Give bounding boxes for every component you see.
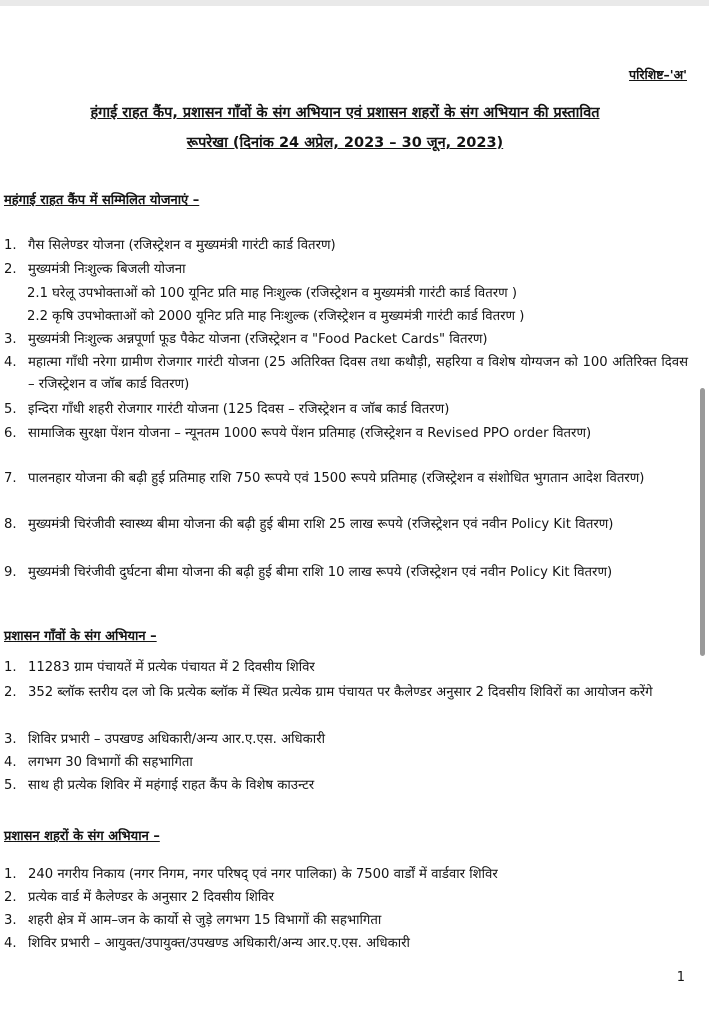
list-item — [4, 775, 688, 797]
list-item — [4, 352, 688, 396]
item-text: मुख्यमंत्री निःशुल्क बिजली योजना — [28, 262, 186, 277]
item-text: शिविर प्रभारी – आयुक्त/उपायुक्त/उपखण्ड अधिकारी/अन्य आर.ए.एस. अधिकारी — [28, 936, 410, 951]
list-item — [4, 514, 688, 536]
list-item — [4, 423, 688, 445]
item-number: 1. — [4, 867, 17, 882]
item-text: 240 नगरीय निकाय (नगर निगम, नगर परिषद् एवं नगर पालिका) के 7500 वार्डों में वार्डवार शिविर — [28, 867, 498, 882]
item-text: प्रत्येक वार्ड में कैलेण्डर के अनुसार 2 दिवसीय शिविर — [28, 890, 275, 905]
section-heading-mehngai-rahat: महंगाई राहत कैंप में सम्मिलित योजनाएं – — [4, 193, 200, 208]
item-text: मुख्यमंत्री चिरंजीवी स्वास्थ्य बीमा योजना की बढ़ी हुई बीमा राशि 25 लाख रूपये (रजिस्ट्रेशन एवं नवीन Policy Kit वितरण) — [28, 517, 614, 532]
item-number: 7. — [4, 471, 17, 486]
page-number: 1 — [676, 970, 685, 985]
item-text: शिविर प्रभारी – उपखण्ड अधिकारी/अन्य आर.ए.एस. अधिकारी — [28, 732, 326, 747]
item-number: 3. — [4, 913, 17, 928]
item-number: 8. — [4, 517, 17, 532]
item-number: 9. — [4, 565, 17, 580]
item-text: मुख्यमंत्री निःशुल्क अन्नपूर्णा फूड पैकेट योजना (रजिस्ट्रेशन व "Food Packet Cards" वितरण) — [28, 332, 488, 347]
item-text: पालनहार योजना की बढ़ी हुई प्रतिमाह राशि 750 रूपये एवं 1500 रूपये प्रतिमाह (रजिस्ट्रेशन व संशोधित भुगतान आदेश वितरण) — [28, 471, 645, 486]
item-number: 4. — [4, 355, 17, 370]
list-item — [4, 468, 688, 490]
item-text: 352 ब्लॉक स्तरीय दल जो कि प्रत्येक ब्लॉक में स्थित प्रत्येक ग्राम पंचायत पर कैलेण्डर अनुसार 2 दिवसीय शिविरों का आयोजन करेंगे — [28, 685, 653, 700]
list-item — [4, 399, 688, 421]
item-text: 11283 ग्राम पंचायतें में प्रत्येक पंचायत में 2 दिवसीय शिविर — [28, 660, 315, 675]
item-number: 2. — [4, 262, 17, 277]
list-item — [4, 329, 688, 351]
list-item — [4, 562, 688, 584]
item-number: 6. — [4, 426, 17, 441]
item-text: साथ ही प्रत्येक शिविर में महंगाई राहत कैंप के विशेष काउन्टर — [28, 778, 315, 793]
section-heading-prashasan-shahar: प्रशासन शहरों के संग अभियान – — [4, 829, 160, 844]
top-bar — [0, 0, 709, 6]
item-text: इन्दिरा गाँधी शहरी रोजगार गारंटी योजना (125 दिवस – रजिस्ट्रेशन व जॉब कार्ड वितरण) — [28, 402, 450, 417]
list-item — [4, 752, 688, 774]
scrollbar[interactable] — [700, 388, 705, 656]
annexure-label: परिशिष्ट–'अ' — [629, 67, 687, 82]
page-title-line-1: हंगाई राहत कैंप, प्रशासन गाँवों के संग अभियान एवं प्रशासन शहरों के संग अभियान की प्रस्तावित — [90, 105, 600, 121]
item-number: 2. — [4, 890, 17, 905]
item-text: लगभग 30 विभागों की सहभागिता — [28, 755, 193, 770]
list-item — [4, 864, 688, 886]
list-item — [4, 910, 688, 932]
item-number: 5. — [4, 402, 17, 417]
list-item — [4, 682, 688, 704]
page-title-line-2: रूपरेखा (दिनांक 24 अप्रेल, 2023 – 30 जून, 2023) — [186, 135, 504, 151]
sub-item: 2.1 घरेलू उपभोक्ताओं को 100 यूनिट प्रति माह निःशुल्क (रजिस्ट्रेशन व मुख्यमंत्री गारंटी कार्ड वितरण ) — [27, 286, 517, 301]
list-item — [4, 235, 688, 257]
item-number: 5. — [4, 778, 17, 793]
item-text: महात्मा गाँधी नरेगा ग्रामीण रोजगार गारंटी योजना (25 अतिरिक्त दिवस तथा कथौड़ी, सहरिया व विशेष योग्यजन को 100 अतिरिक्त दिवस – रजिस्ट्रेशन व जॉब कार्ड वितरण) — [28, 355, 688, 392]
list-item — [4, 729, 688, 751]
list-item — [4, 933, 688, 955]
item-number: 4. — [4, 755, 17, 770]
item-text: मुख्यमंत्री चिरंजीवी दुर्घटना बीमा योजना की बढ़ी हुई बीमा राशि 10 लाख रूपये (रजिस्ट्रेशन एवं नवीन Policy Kit वितरण) — [28, 565, 613, 580]
item-number: 3. — [4, 732, 17, 747]
item-number: 4. — [4, 936, 17, 951]
sub-item: 2.2 कृषि उपभोक्ताओं को 2000 यूनिट प्रति माह निःशुल्क (रजिस्ट्रेशन व मुख्यमंत्री गारंटी कार्ड वितरण ) — [27, 309, 525, 324]
item-number: 3. — [4, 332, 17, 347]
list-item — [4, 657, 688, 679]
section-heading-prashasan-gaon: प्रशासन गाँवों के संग अभियान – — [4, 629, 157, 644]
item-text: शहरी क्षेत्र में आम–जन के कार्यो से जुड़े लगभग 15 विभागों की सहभागिता — [28, 913, 382, 928]
list-item — [4, 259, 688, 281]
item-number: 2. — [4, 685, 17, 700]
item-text: सामाजिक सुरक्षा पेंशन योजना – न्यूनतम 1000 रूपये पेंशन प्रतिमाह (रजिस्ट्रेशन व Revised PPO order वितरण) — [28, 426, 592, 441]
list-item — [4, 887, 688, 909]
item-number: 1. — [4, 238, 17, 253]
item-text: गैस सिलेण्डर योजना (रजिस्ट्रेशन व मुख्यमंत्री गारंटी कार्ड वितरण) — [28, 238, 336, 253]
item-number: 1. — [4, 660, 17, 675]
